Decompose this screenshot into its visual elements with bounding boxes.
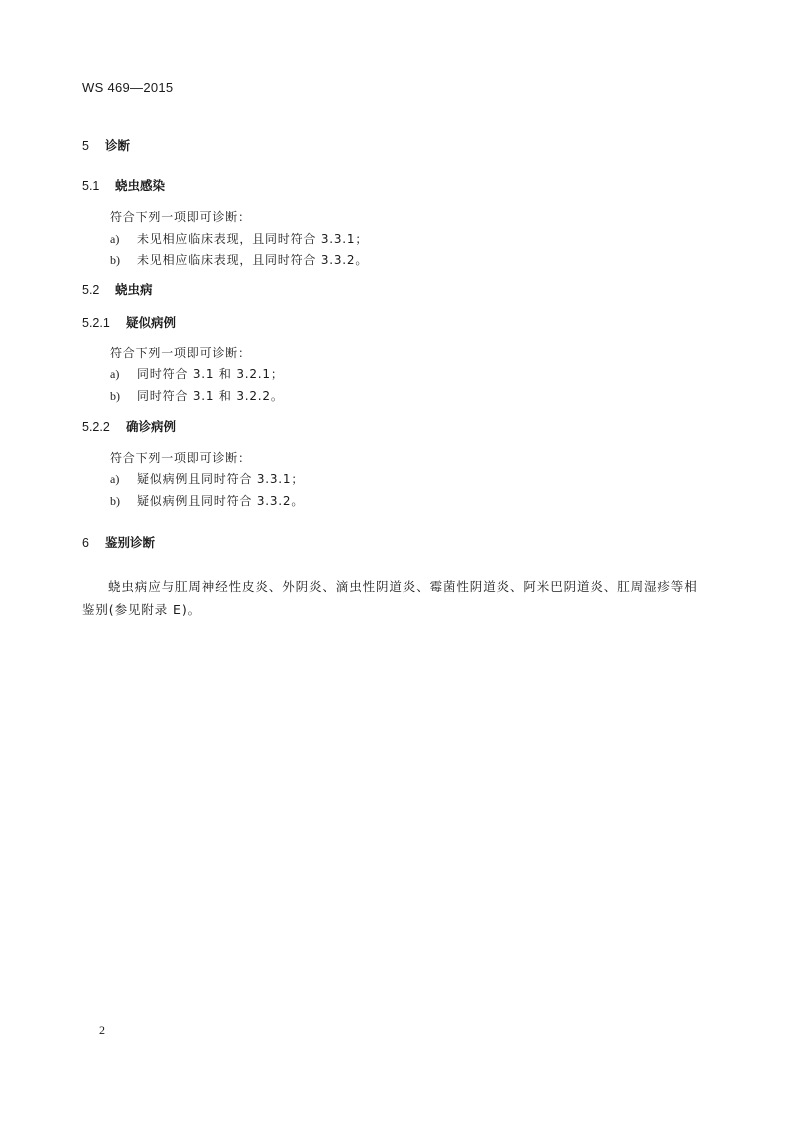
section-heading-5-2-2 xyxy=(82,421,176,434)
section-number: 5.2.2 xyxy=(82,420,110,434)
section-title: 确诊病例 xyxy=(126,419,177,434)
list-marker: a) xyxy=(110,472,120,486)
list-item xyxy=(110,233,368,245)
section-intro: 符合下列一项即可诊断： xyxy=(110,451,251,465)
section-heading-6 xyxy=(82,537,155,550)
list-marker: a) xyxy=(110,367,120,381)
section-number: 6 xyxy=(82,536,89,550)
list-marker: b) xyxy=(110,494,120,508)
section-heading-5 xyxy=(82,140,130,153)
section-heading-5-2 xyxy=(82,284,153,297)
list-item-text: 未见相应临床表现，且同时符合 3.3.2。 xyxy=(137,253,369,267)
list-item-text: 疑似病例且同时符合 3.3.1； xyxy=(137,472,305,486)
list-item xyxy=(110,473,304,485)
section-title: 诊断 xyxy=(105,138,131,153)
list-item xyxy=(110,495,304,507)
list-item-text: 同时符合 3.1 和 3.2.2。 xyxy=(137,389,284,403)
document-code: WS 469—2015 xyxy=(82,80,174,95)
list-item-text: 同时符合 3.1 和 3.2.1； xyxy=(137,367,284,381)
section-intro: 符合下列一项即可诊断： xyxy=(110,346,251,360)
section-heading-5-1 xyxy=(82,180,165,193)
list-marker: b) xyxy=(110,389,120,403)
section-number: 5.2 xyxy=(82,283,100,297)
section-body-text: 蛲虫病应与肛周神经性皮炎、外阴炎、滴虫性阴道炎、霉菌性阴道炎、阿米巴阴道炎、肛周湿疹等相鉴别(参见附录 E)。 xyxy=(82,579,698,617)
section-title: 蛲虫病 xyxy=(115,282,153,297)
section-number: 5 xyxy=(82,139,89,153)
list-item xyxy=(110,254,368,266)
list-item xyxy=(110,390,284,402)
list-item xyxy=(110,368,284,380)
list-marker: a) xyxy=(110,232,120,246)
section-heading-5-2-1 xyxy=(82,317,176,330)
section-title: 蛲虫感染 xyxy=(115,178,166,193)
section-title: 鉴别诊断 xyxy=(105,535,156,550)
section-number: 5.1 xyxy=(82,179,100,193)
list-item-text: 疑似病例且同时符合 3.3.2。 xyxy=(137,494,305,508)
section-title: 疑似病例 xyxy=(126,315,177,330)
section-number: 5.2.1 xyxy=(82,316,110,330)
section-intro: 符合下列一项即可诊断： xyxy=(110,210,251,224)
list-marker: b) xyxy=(110,253,120,267)
page-number: 2 xyxy=(99,1023,105,1037)
list-item-text: 未见相应临床表现，且同时符合 3.3.1； xyxy=(137,232,369,246)
